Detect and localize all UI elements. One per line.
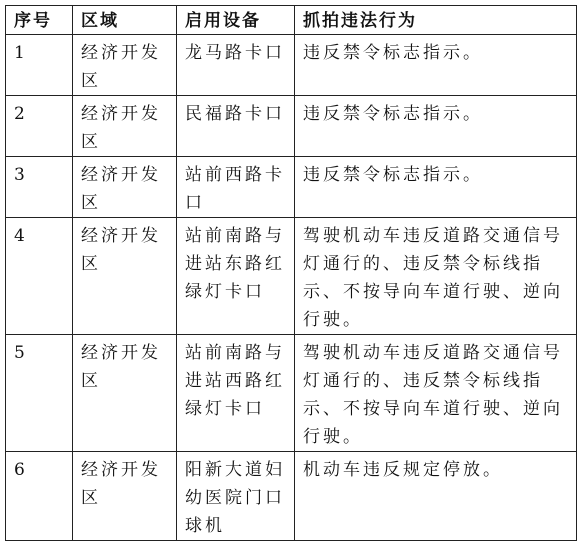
table-row bbox=[6, 452, 577, 541]
cell-area: 经济开发区 bbox=[73, 218, 177, 335]
header-device: 启用设备 bbox=[177, 6, 295, 35]
device-table bbox=[5, 5, 577, 541]
cell-violation: 违反禁令标志指示。 bbox=[295, 96, 577, 157]
table-header-row bbox=[6, 6, 577, 35]
cell-violation: 机动车违反规定停放。 bbox=[295, 452, 577, 541]
cell-index: 6 bbox=[6, 452, 73, 541]
cell-index: 2 bbox=[6, 96, 73, 157]
cell-device: 龙马路卡口 bbox=[177, 35, 295, 96]
table-row bbox=[6, 218, 577, 335]
cell-device: 阳新大道妇幼医院门口球机 bbox=[177, 452, 295, 541]
cell-index: 4 bbox=[6, 218, 73, 335]
cell-index: 3 bbox=[6, 157, 73, 218]
cell-area: 经济开发区 bbox=[73, 452, 177, 541]
cell-device: 站前西路卡口 bbox=[177, 157, 295, 218]
cell-violation: 驾驶机动车违反道路交通信号灯通行的、违反禁令标线指示、不按导向车道行驶、逆向行驶。 bbox=[295, 218, 577, 335]
cell-violation: 违反禁令标志指示。 bbox=[295, 157, 577, 218]
table-row bbox=[6, 96, 577, 157]
cell-index: 1 bbox=[6, 35, 73, 96]
cell-area: 经济开发区 bbox=[73, 335, 177, 452]
cell-device: 站前南路与进站西路红绿灯卡口 bbox=[177, 335, 295, 452]
header-index: 序号 bbox=[6, 6, 73, 35]
cell-device: 民福路卡口 bbox=[177, 96, 295, 157]
table-row bbox=[6, 335, 577, 452]
cell-violation: 驾驶机动车违反道路交通信号灯通行的、违反禁令标线指示、不按导向车道行驶、逆向行驶。 bbox=[295, 335, 577, 452]
header-violation: 抓拍违法行为 bbox=[295, 6, 577, 35]
cell-area: 经济开发区 bbox=[73, 35, 177, 96]
cell-device: 站前南路与进站东路红绿灯卡口 bbox=[177, 218, 295, 335]
cell-area: 经济开发区 bbox=[73, 157, 177, 218]
cell-index: 5 bbox=[6, 335, 73, 452]
cell-area: 经济开发区 bbox=[73, 96, 177, 157]
header-area: 区域 bbox=[73, 6, 177, 35]
cell-violation: 违反禁令标志指示。 bbox=[295, 35, 577, 96]
table-row bbox=[6, 157, 577, 218]
table-row bbox=[6, 35, 577, 96]
